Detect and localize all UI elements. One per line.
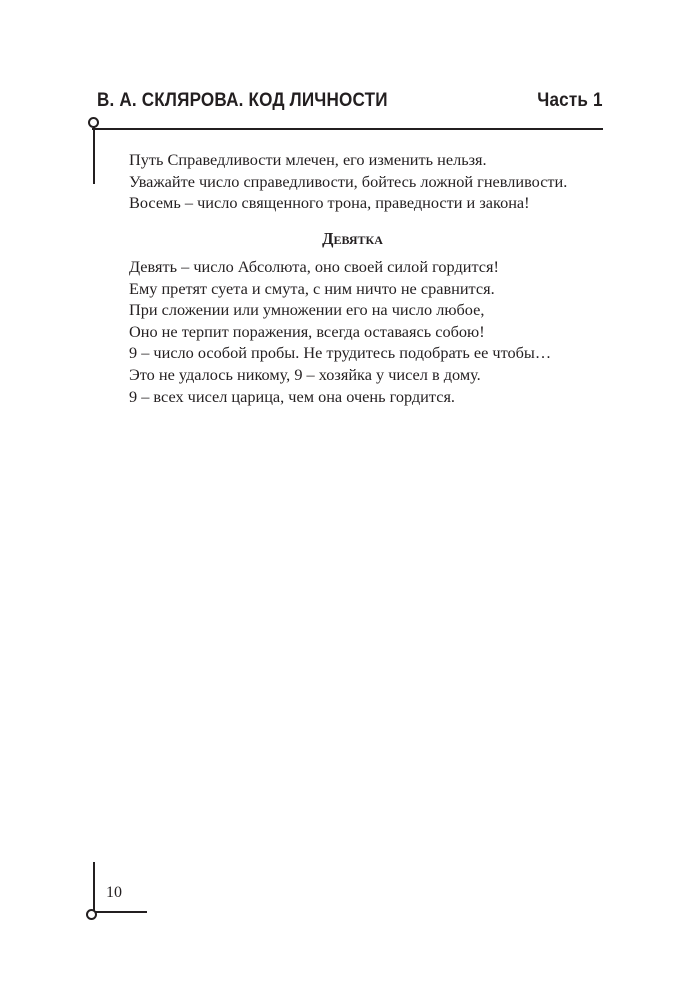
verse-line: Путь Справедливости млечен, его изменить нельзя.: [129, 150, 487, 169]
running-header-part: Часть 1: [537, 90, 603, 111]
intro-verse: [129, 149, 567, 214]
header-ornament-circle: [88, 117, 99, 128]
running-header-title: В. А. СКЛЯРОВА. КОД ЛИЧНОСТИ: [97, 90, 388, 111]
verse-line: Это не удалось никому, 9 – хозяйка у чисел в дому.: [129, 364, 481, 384]
verse-line: Восемь – число священного трона, праведности и закона!: [129, 193, 530, 213]
verse-line: Оно не терпит поражения, всегда оставаясь собою!: [129, 321, 485, 341]
verse-line: Ему претят суета и смута, с ним ничто не сравнится.: [129, 278, 495, 298]
header-vertical-rule: [93, 122, 95, 184]
footer-vertical-rule: [93, 862, 95, 914]
verse-line: Девять – число Абсолюта, оно своей силой гордится!: [129, 257, 499, 276]
verse-line: 9 – всех чисел царица, чем она очень гордится.: [129, 386, 455, 406]
footer-rule: [92, 911, 147, 913]
header-rule: [92, 128, 603, 130]
verse-line: При сложении или умножении его на число любое,: [129, 300, 485, 320]
verse-line: 9 – число особой пробы. Не трудитесь подобрать ее чтобы…: [129, 343, 552, 363]
page-number: 10: [106, 884, 122, 901]
footer-ornament-circle: [86, 909, 97, 920]
section-verse: [129, 256, 551, 407]
section-title: Девятка: [322, 229, 383, 248]
verse-line: Уважайте число справедливости, бойтесь ложной гневливости.: [129, 171, 568, 191]
